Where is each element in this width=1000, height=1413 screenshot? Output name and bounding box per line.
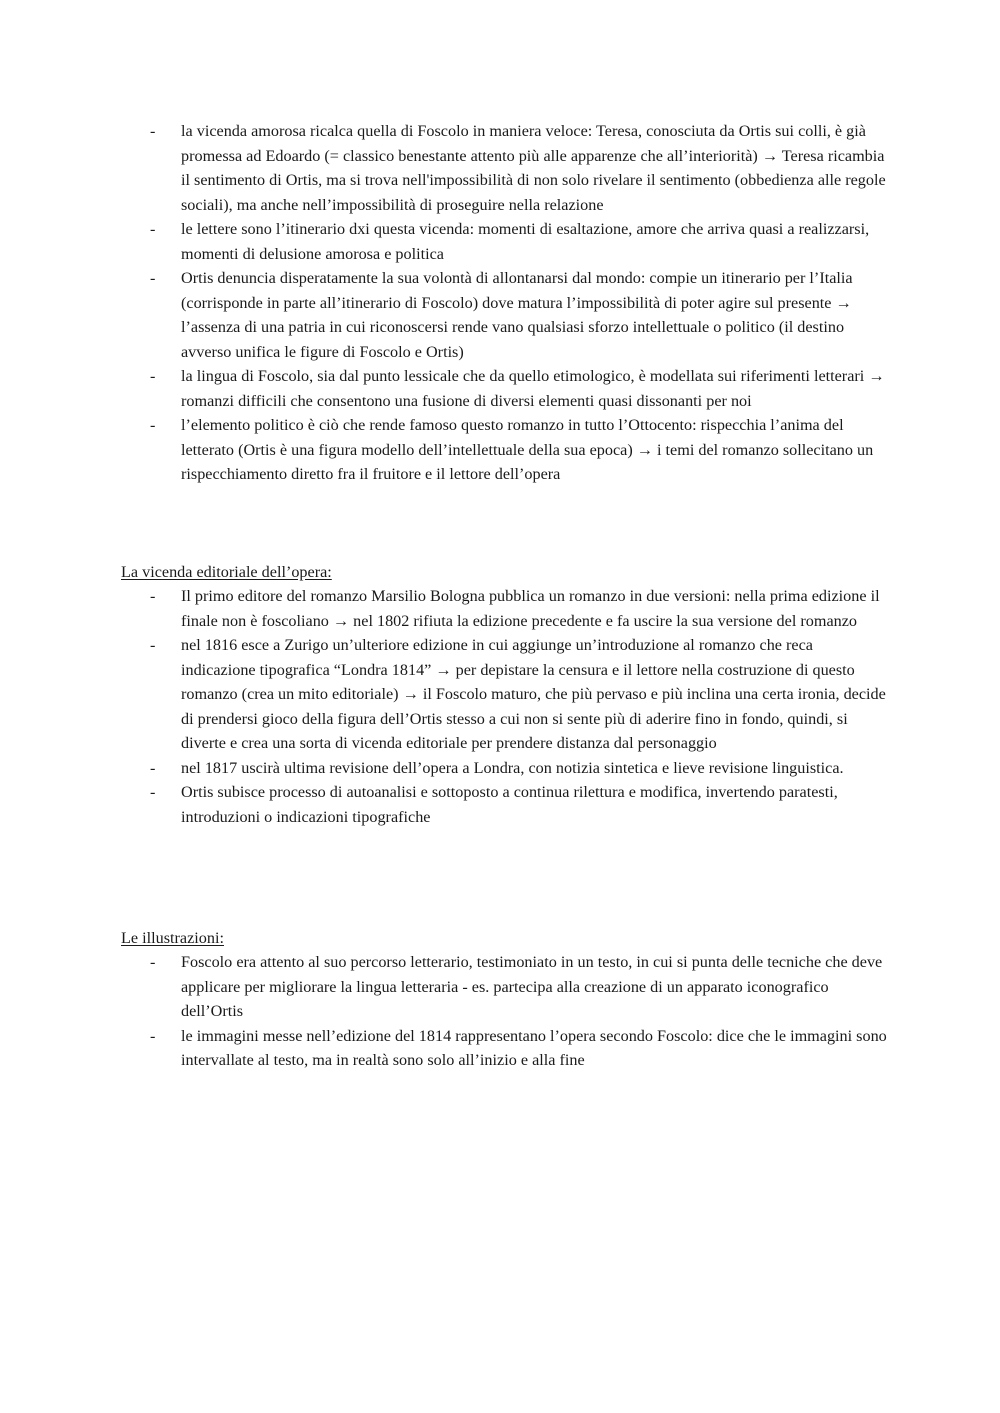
- bullet-dash: -: [150, 953, 156, 971]
- bullet-dash: -: [150, 758, 156, 777]
- list-item-text: la lingua di Foscolo, sia dal punto lessicale che da quello etimologico, è modellata sui riferimenti letterari → romanzi difficili che consentono una fusione di diversi elementi quasi dissonanti per noi: [181, 367, 885, 410]
- list-item-text: Ortis denuncia disperatamente la sua volontà di allontanarsi dal mondo: compie un itinerario per l’Italia (corrisponde in parte all’itinerario di Foscolo) dove matura l’impossibilità di poter agire sul presente → l’assenza di una patria in cui riconoscersi rende vano qualsiasi sforzo intellettuale o politico (il destino avverso unifica le figure di Foscolo e Ortis): [181, 269, 853, 361]
- list-item-text: Foscolo era attento al suo percorso letterario, testimoniato in un testo, in cui si punta delle tecniche che deve applicare per migliorare la lingua letteraria - es. partecipa alla creazione di un apparato iconografico dell’Ortis: [181, 953, 883, 1020]
- list-item: [150, 756, 890, 781]
- bullet-dash: -: [150, 1026, 156, 1045]
- list-item-text: nel 1817 uscirà ultima revisione dell’opera a Londra, con notizia sintetica e lieve revisione linguistica.: [181, 758, 844, 777]
- list-item: [150, 633, 890, 756]
- bullet-dash: -: [150, 416, 156, 434]
- section-heading-illustrazioni: Le illustrazioni:: [121, 929, 224, 947]
- list-item-text: Ortis subisce processo di autoanalisi e sottoposto a continua rilettura e modifica, invertendo paratesti, introduzioni o indicazioni tipografiche: [181, 783, 838, 826]
- list-item-text: l’elemento politico è ciò che rende famoso questo romanzo in tutto l’Ottocento: rispecchia l’anima del letterato (Ortis è una figura modello dell’intellettuale della sua epoca) → i temi del romanzo sollecitano un rispecchiamento diretto fra il fruitore e il lettore dell’opera: [181, 416, 874, 483]
- list-item: [150, 364, 890, 413]
- list-item-text: la vicenda amorosa ricalca quella di Foscolo in maniera veloce: Teresa, conosciuta da Ortis sui colli, è già promessa ad Edoardo (= classico benestante attento più alle apparenze che all’interiorità) → Teresa ricambia il sentimento di Ortis, ma si trova nell'impossibilità di non solo rivelare il sentimento (obbedienza alle regole sociali), ma anche nell’impossibilità di proseguire nella relazione: [181, 122, 886, 214]
- list-item-text: Il primo editore del romanzo Marsilio Bologna pubblica un romanzo in due versioni: nella prima edizione il finale non è foscoliano → nel 1802 rifiuta la edizione precedente e fa uscire la sua versione del romanzo: [181, 587, 880, 630]
- bullet-dash: -: [150, 367, 156, 385]
- bullet-dash: -: [150, 783, 156, 801]
- list-item: [150, 217, 890, 266]
- editoriale-bullet-list: [150, 584, 890, 829]
- bullet-dash: -: [150, 269, 156, 287]
- list-item: [150, 1024, 890, 1073]
- list-item: [150, 584, 890, 633]
- list-item: [150, 780, 890, 829]
- list-item: [150, 119, 890, 217]
- list-item: [150, 413, 890, 487]
- bullet-dash: -: [150, 122, 156, 140]
- list-item: [150, 950, 890, 1024]
- list-item-text: le lettere sono l’itinerario dxi questa vicenda: momenti di esaltazione, amore che arriva quasi a realizzarsi, momenti di delusione amorosa e politica: [181, 220, 870, 263]
- bullet-dash: -: [150, 220, 156, 238]
- list-item: [150, 266, 890, 364]
- intro-bullet-list: [150, 119, 890, 487]
- illustrazioni-bullet-list: [150, 950, 890, 1073]
- list-item-text: le immagini messe nell’edizione del 1814 rappresentano l’opera secondo Foscolo: dice che le immagini sono intervallate al testo, ma in realtà sono solo all’inizio e alla fine: [181, 1026, 887, 1069]
- bullet-dash: -: [150, 636, 156, 654]
- list-item-text: nel 1816 esce a Zurigo un’ulteriore edizione in cui aggiunge un’introduzione al romanzo che reca indicazione tipografica “Londra 1814” → per depistare la censura e il lettore nella costruzione di questo romanzo (crea un mito editoriale) → il Foscolo maturo, che più pervaso e più inclina una certa ironia, decide di prendersi gioco della figura dell’Ortis stesso a cui non si sente più di aderire fino in fondo, quindi, si diverte e crea una sorta di vicenda editoriale per prendere distanza dal personaggio: [181, 636, 886, 752]
- section-heading-editoriale: La vicenda editoriale dell’opera:: [121, 563, 332, 581]
- bullet-dash: -: [150, 587, 156, 605]
